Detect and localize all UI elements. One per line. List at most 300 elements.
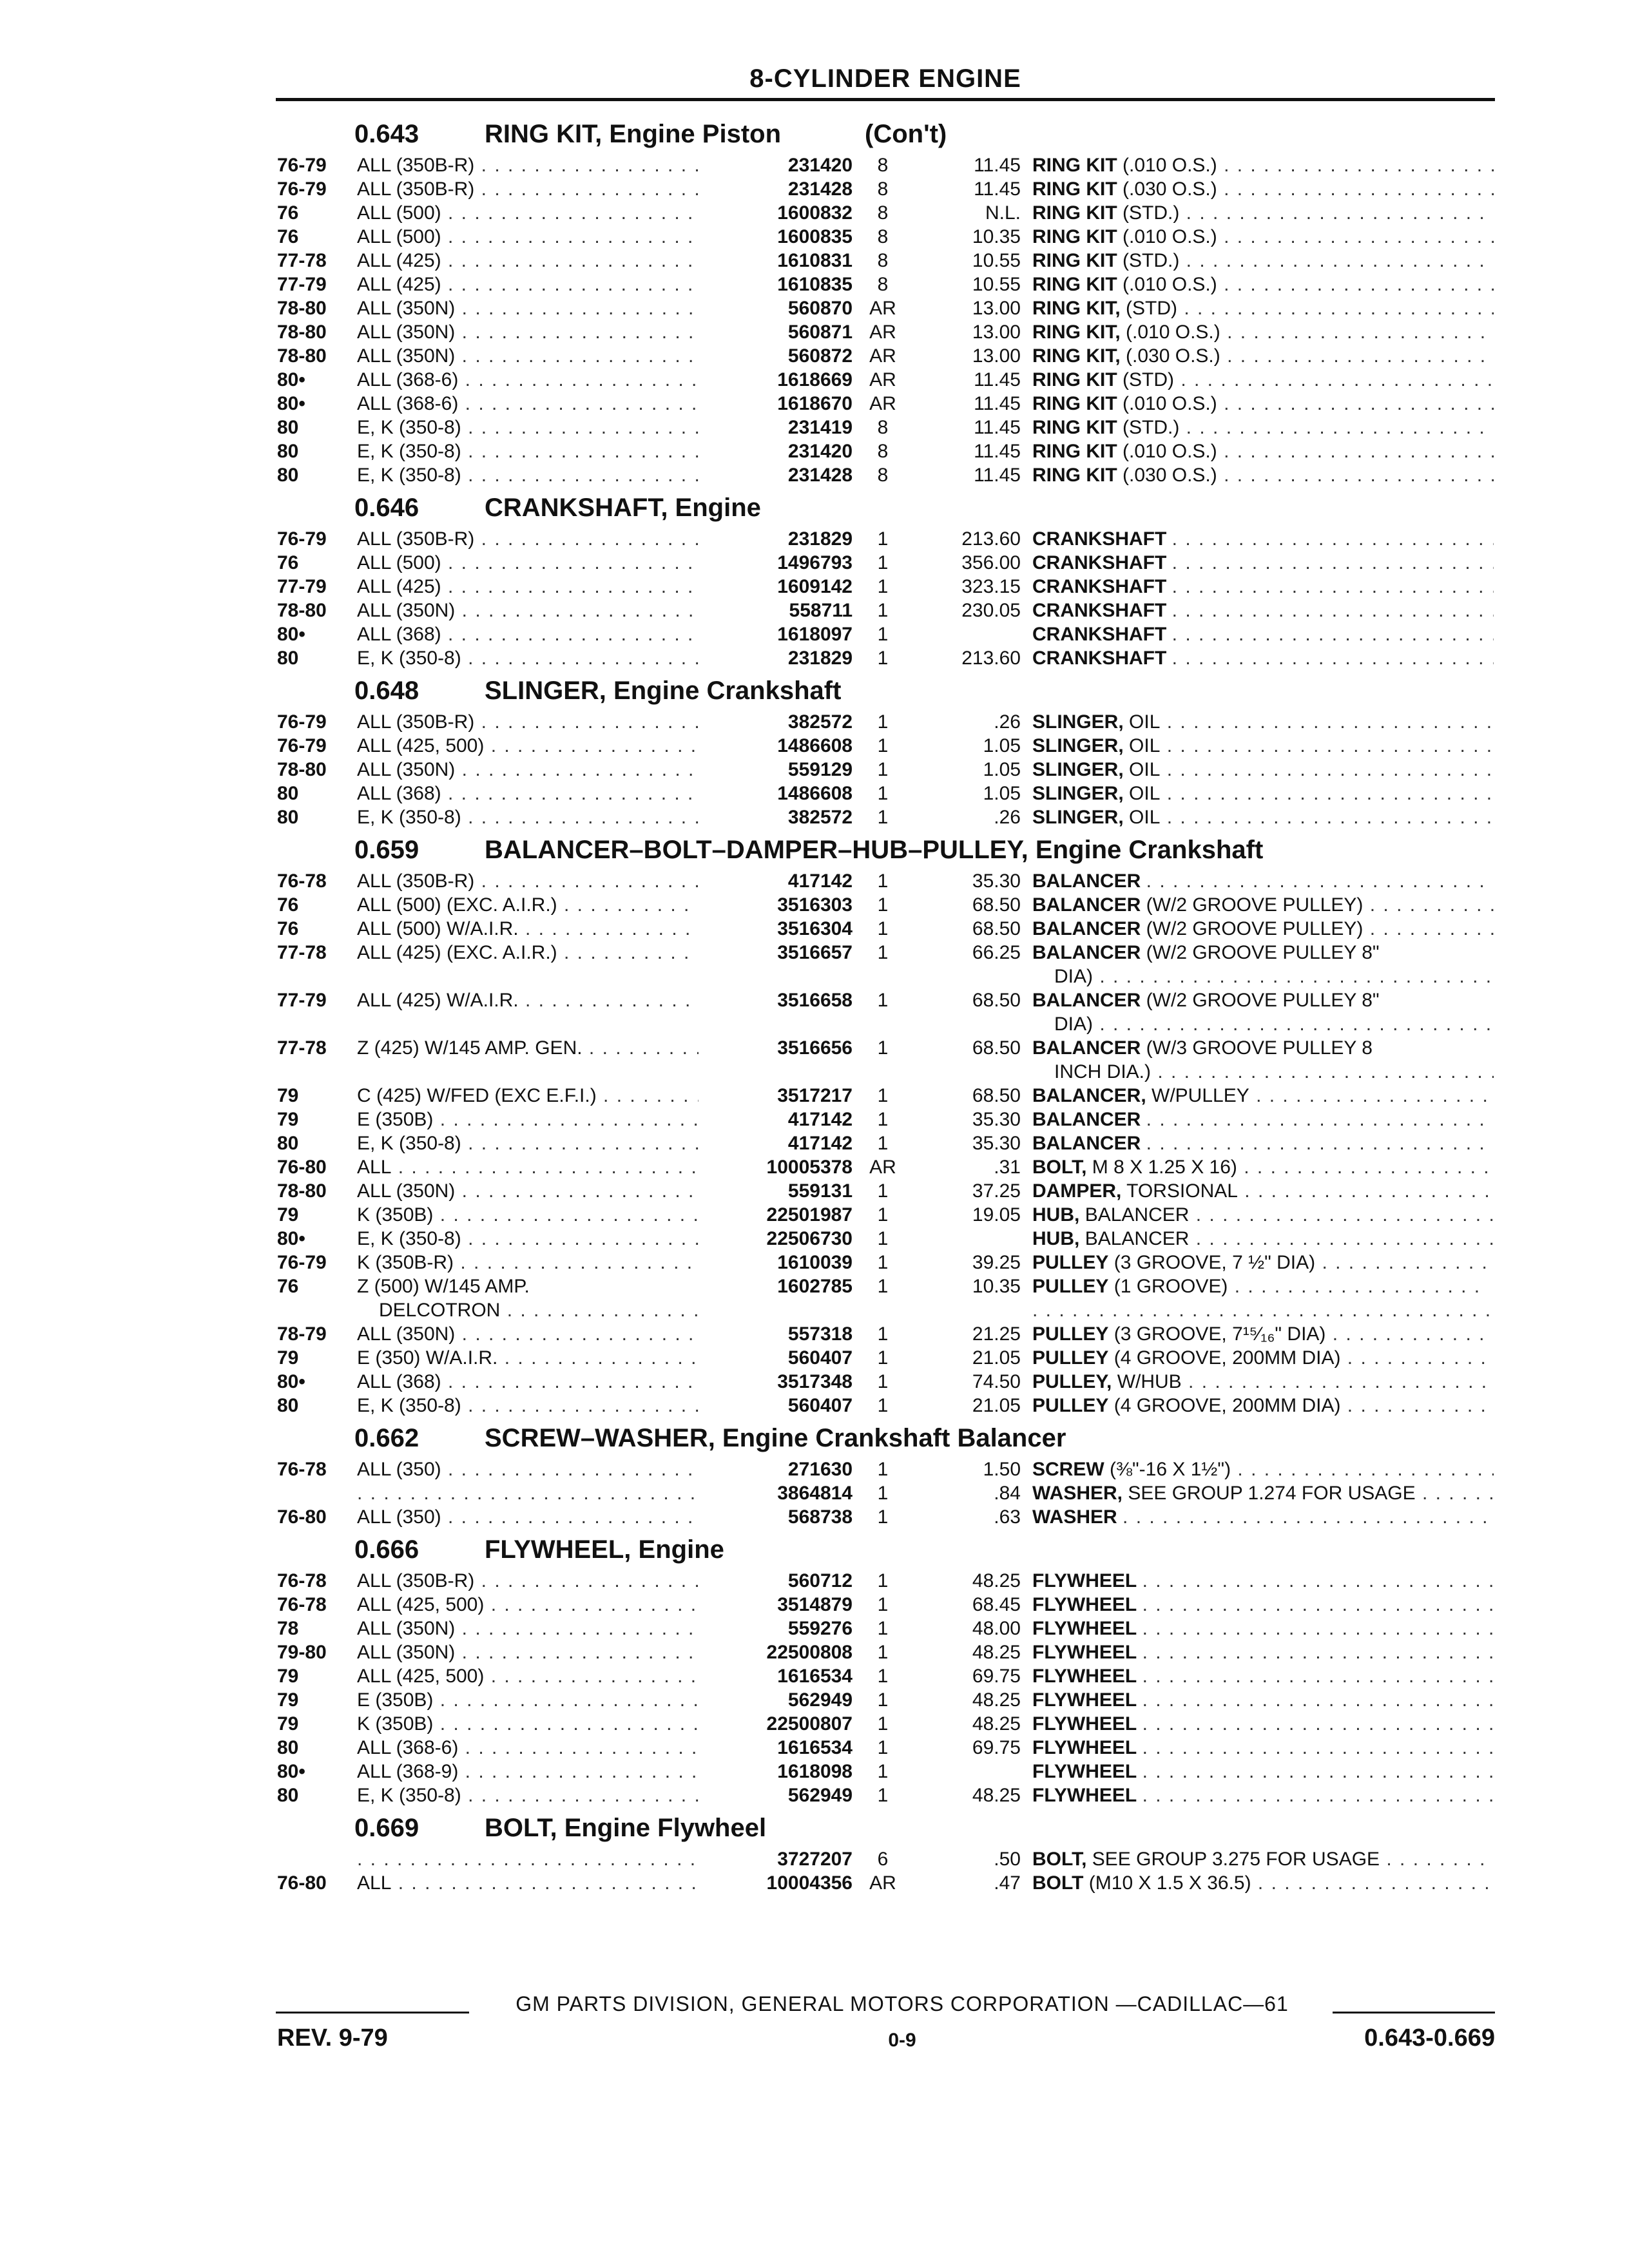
model-applicability: [357, 1346, 699, 1370]
part-row: [277, 273, 1495, 296]
part-number: 3516657: [777, 942, 853, 963]
footer-rule-left: [276, 2012, 469, 2013]
leader-dots: [455, 759, 699, 780]
quantity: 8: [877, 202, 889, 224]
part-row: [277, 1481, 1495, 1505]
part-row: [277, 1505, 1495, 1529]
leader-dots: [1217, 441, 1494, 462]
part-description: [1032, 1664, 1494, 1688]
model-year: 79: [277, 1085, 299, 1106]
part-number: 1609142: [777, 576, 853, 597]
model-applicability: [357, 551, 699, 575]
group-number: 0.662: [354, 1424, 419, 1452]
part-number: 560871: [787, 322, 853, 343]
list-price: 39.25: [972, 1252, 1021, 1273]
part-number: 1610831: [777, 250, 853, 271]
part-detail: (.010 O.S.): [1123, 155, 1217, 176]
leader-dots: [1174, 369, 1494, 390]
part-description: [1032, 1370, 1494, 1394]
part-number: 559129: [787, 759, 853, 780]
model-text: E (350B): [357, 1689, 434, 1711]
quantity: 1: [877, 759, 889, 780]
part-row: [277, 1569, 1495, 1593]
leader-dots: [1172, 528, 1494, 550]
part-description: [1032, 1179, 1494, 1203]
part-description: [1032, 1736, 1494, 1760]
part-name: FLYWHEEL: [1032, 1689, 1137, 1711]
model-year: 78-80: [277, 1180, 327, 1202]
quantity: 8: [877, 274, 889, 295]
part-number: 559276: [787, 1618, 853, 1639]
part-name: HUB,: [1032, 1228, 1080, 1249]
model-applicability: [357, 1179, 699, 1203]
model-year: 77-79: [277, 990, 327, 1011]
part-detail: (.030 O.S.): [1123, 178, 1217, 200]
leader-dots: [1142, 1785, 1494, 1806]
model-applicability: [357, 1394, 699, 1418]
list-price: 21.25: [972, 1323, 1021, 1345]
list-price: 230.05: [961, 600, 1021, 621]
list-price: 13.00: [972, 298, 1021, 319]
model-year: 78-80: [277, 298, 327, 319]
quantity: 8: [877, 465, 889, 486]
part-number: 1496793: [777, 552, 853, 573]
leader-dots: [1160, 711, 1494, 733]
quantity: 1: [877, 528, 889, 550]
part-description: [1032, 622, 1494, 646]
model-applicability: [357, 893, 699, 917]
leader-dots: [441, 226, 699, 247]
quantity: 1: [877, 942, 889, 963]
part-name: PULLEY: [1032, 1395, 1109, 1416]
quantity: 1: [877, 1689, 889, 1711]
part-detail: (STD): [1126, 298, 1177, 319]
list-price: .26: [994, 807, 1021, 828]
part-name: RING KIT,: [1032, 298, 1121, 319]
group-number: 0.669: [354, 1814, 419, 1842]
part-description: [1032, 225, 1494, 249]
part-row: [277, 392, 1495, 416]
model-applicability: [357, 1036, 699, 1060]
quantity: 1: [877, 1642, 889, 1663]
part-number: 560407: [787, 1395, 853, 1416]
quantity: 1: [877, 807, 889, 828]
part-number: 231420: [787, 155, 853, 176]
model-applicability: [357, 1370, 699, 1394]
part-description: [1032, 1227, 1494, 1251]
continued-label: (Con't): [865, 120, 947, 148]
part-name: SLINGER,: [1032, 759, 1124, 780]
revision-label: REV. 9-79: [277, 2024, 388, 2052]
part-number: 231420: [787, 441, 853, 462]
leader-dots: [433, 1713, 699, 1735]
part-name: BALANCER: [1032, 1037, 1141, 1059]
model-year: 76: [277, 918, 299, 939]
leader-dots: [454, 1252, 699, 1273]
quantity: 6: [877, 1849, 889, 1870]
leader-dots: [1123, 1506, 1494, 1528]
model-applicability: [357, 463, 699, 487]
leader-dots: [1231, 1459, 1494, 1480]
leader-dots: [455, 1180, 699, 1202]
part-name: BALANCER: [1032, 942, 1141, 963]
part-name: RING KIT: [1032, 226, 1117, 247]
model-text: C (425) W/FED (EXC E.F.I.): [357, 1085, 597, 1106]
model-year: 79-80: [277, 1642, 327, 1663]
leader-dots: [1416, 1483, 1494, 1504]
quantity: 1: [877, 624, 889, 645]
list-price: 48.25: [972, 1689, 1021, 1711]
part-row: [277, 1617, 1495, 1640]
part-number: 231419: [787, 417, 853, 438]
model-text: ALL (425, 500): [357, 1594, 485, 1615]
list-price: 68.50: [972, 918, 1021, 939]
part-number: 417142: [787, 870, 853, 892]
model-year: 76: [277, 202, 299, 224]
model-text: ALL (500): [357, 202, 441, 224]
part-detail: (.010 O.S.): [1123, 226, 1217, 247]
part-description: [1032, 1712, 1494, 1736]
part-number: 560712: [787, 1570, 853, 1591]
leader-dots: [1151, 1061, 1494, 1082]
model-text: E, K (350-8): [357, 465, 461, 486]
model-text: E, K (350-8): [357, 441, 461, 462]
leader-dots: [391, 1872, 699, 1894]
part-description: [1032, 758, 1494, 782]
quantity: 1: [877, 600, 889, 621]
model-text: E, K (350-8): [357, 1785, 461, 1806]
model-applicability: [357, 1084, 699, 1108]
part-name: FLYWHEEL: [1032, 1594, 1137, 1615]
part-description: [1032, 599, 1494, 622]
part-name: CRANKSHAFT: [1032, 552, 1167, 573]
model-year: 79: [277, 1713, 299, 1735]
part-detail: SEE GROUP 1.274 FOR USAGE: [1128, 1483, 1416, 1504]
model-text: ALL (350N): [357, 759, 456, 780]
model-text: ALL (368): [357, 624, 441, 645]
model-year: 80: [277, 417, 299, 438]
part-name: SLINGER,: [1032, 735, 1124, 756]
part-number: 1618098: [777, 1761, 853, 1782]
part-row: [277, 1736, 1495, 1760]
model-applicability: [357, 1871, 699, 1895]
list-price: 35.30: [972, 1133, 1021, 1154]
part-description: [1032, 1593, 1494, 1617]
quantity: 1: [877, 918, 889, 939]
parts-catalog: [277, 113, 1495, 1895]
quantity: 1: [877, 1276, 889, 1297]
group-title: BALANCER–BOLT–DAMPER–HUB–PULLEY, Engine Crankshaft: [485, 836, 1264, 864]
model-text: ALL (500): [357, 552, 441, 573]
part-number: 558711: [789, 600, 853, 621]
part-detail: (STD): [1123, 369, 1174, 390]
model-applicability: [357, 296, 699, 320]
part-name: CRANKSHAFT: [1032, 528, 1167, 550]
model-applicability: [357, 1322, 699, 1346]
quantity: 1: [877, 990, 889, 1011]
section-heading: [277, 113, 1495, 153]
quantity: 1: [877, 1594, 889, 1615]
part-name: WASHER: [1032, 1506, 1117, 1528]
part-description: [1032, 177, 1494, 201]
part-row: [277, 622, 1495, 646]
leader-dots: [1142, 1594, 1494, 1615]
model-applicability: [357, 758, 699, 782]
part-name: CRANKSHAFT: [1032, 624, 1167, 645]
quantity: 1: [877, 1323, 889, 1345]
part-detail: W/HUB: [1117, 1371, 1182, 1392]
leader-dots: [1363, 894, 1494, 916]
list-price: 68.45: [972, 1594, 1021, 1615]
model-applicability: [357, 1505, 699, 1529]
quantity: 1: [877, 1371, 889, 1392]
part-row: [277, 1593, 1495, 1617]
part-description: [1032, 734, 1494, 758]
part-row: [277, 710, 1495, 734]
part-row: [277, 320, 1495, 344]
quantity: 1: [877, 735, 889, 756]
part-name: BOLT,: [1032, 1157, 1087, 1178]
part-detail: (.010 O.S.): [1123, 393, 1217, 414]
list-price: 1.05: [983, 759, 1021, 780]
leader-dots: [458, 1761, 699, 1782]
model-applicability: [357, 368, 699, 392]
list-price: .84: [994, 1483, 1021, 1504]
group-title: BOLT, Engine Flywheel: [485, 1814, 767, 1842]
part-row: [277, 177, 1495, 201]
model-year: 77-78: [277, 250, 327, 271]
part-row: [277, 1155, 1495, 1179]
leader-dots: [474, 528, 699, 550]
model-year: 80•: [277, 624, 305, 645]
part-row: [277, 1036, 1495, 1084]
part-row: [277, 1640, 1495, 1664]
model-year: 76-79: [277, 155, 327, 176]
model-applicability: [357, 320, 699, 344]
quantity: AR: [869, 345, 896, 367]
model-applicability: [357, 201, 699, 225]
part-row: [277, 416, 1495, 439]
part-description: [1032, 646, 1494, 670]
part-number: 3517217: [777, 1085, 853, 1106]
model-text: ALL (425, 500): [357, 735, 485, 756]
leader-dots: [1249, 1085, 1494, 1106]
part-number: 22500808: [766, 1642, 853, 1663]
part-row: [277, 296, 1495, 320]
part-description: [1032, 1155, 1494, 1179]
part-description: [1032, 1783, 1494, 1807]
model-year: 76-80: [277, 1506, 327, 1528]
leader-dots: [461, 441, 699, 462]
model-year: 79: [277, 1109, 299, 1130]
leader-dots: [433, 1689, 699, 1711]
part-row: [277, 734, 1495, 758]
part-description: [1032, 368, 1494, 392]
model-text: ALL (368-6): [357, 369, 459, 390]
part-description: [1032, 153, 1494, 177]
quantity: 8: [877, 155, 889, 176]
part-number: 22506730: [766, 1228, 853, 1249]
model-applicability: [357, 1593, 699, 1617]
part-name: RING KIT: [1032, 250, 1117, 271]
model-year: 76-79: [277, 528, 327, 550]
part-description: [1032, 988, 1494, 1036]
list-price: 68.50: [972, 1085, 1021, 1106]
part-row: [277, 988, 1495, 1036]
model-year: 80: [277, 1785, 299, 1806]
list-price: 48.25: [972, 1785, 1021, 1806]
model-applicability: [357, 1847, 699, 1871]
leader-dots: [1160, 759, 1494, 780]
leader-dots: [1142, 1642, 1494, 1663]
part-number: 3517348: [777, 1371, 853, 1392]
part-description: [1032, 201, 1494, 225]
model-year: 76-79: [277, 735, 327, 756]
part-number: 22500807: [766, 1713, 853, 1735]
group-title: CRANKSHAFT, Engine: [485, 494, 761, 522]
model-text: E, K (350-8): [357, 417, 461, 438]
leader-dots: [1189, 1228, 1494, 1249]
leader-dots: [391, 1157, 699, 1178]
model-text: E, K (350-8): [357, 807, 461, 828]
model-year: 78-80: [277, 345, 327, 367]
part-row: [277, 1203, 1495, 1227]
quantity: 1: [877, 1395, 889, 1416]
leader-dots: [455, 1323, 699, 1345]
quantity: AR: [869, 393, 896, 414]
list-price: 35.30: [972, 1109, 1021, 1130]
model-year: 80•: [277, 393, 305, 414]
part-description: [1032, 273, 1494, 296]
part-row: [277, 1179, 1495, 1203]
part-row: [277, 249, 1495, 273]
list-price: 35.30: [972, 870, 1021, 892]
part-detail: BALANCER: [1084, 1228, 1190, 1249]
quantity: AR: [869, 322, 896, 343]
list-price: 323.15: [961, 576, 1021, 597]
section-heading: [277, 670, 1495, 710]
part-name: PULLEY: [1032, 1347, 1109, 1369]
part-number: 560870: [787, 298, 853, 319]
part-detail: OIL: [1129, 759, 1161, 780]
part-description: [1032, 1084, 1494, 1108]
part-description: [1032, 782, 1494, 805]
footer-rule-right: [1333, 2012, 1495, 2013]
part-name: BALANCER: [1032, 1133, 1141, 1154]
part-name: SLINGER,: [1032, 807, 1124, 828]
part-name: WASHER,: [1032, 1483, 1123, 1504]
list-price: 48.25: [972, 1642, 1021, 1663]
leader-dots: [474, 155, 699, 176]
model-applicability: [357, 1760, 699, 1783]
part-description: [1032, 941, 1494, 988]
model-text: ALL (350): [357, 1459, 441, 1480]
part-name: BOLT: [1032, 1872, 1084, 1894]
part-row: [277, 1783, 1495, 1807]
model-year: 76: [277, 894, 299, 916]
page-number: 0-9: [888, 2030, 916, 2051]
part-name: RING KIT: [1032, 178, 1117, 200]
list-price: 213.60: [961, 528, 1021, 550]
part-row: [277, 1108, 1495, 1131]
leader-dots: [1217, 178, 1494, 200]
leader-dots: [1238, 1180, 1494, 1202]
part-description: [1032, 320, 1494, 344]
model-applicability: [357, 1736, 699, 1760]
model-applicability: [357, 1688, 699, 1712]
model-applicability: [357, 1131, 699, 1155]
quantity: 1: [877, 1109, 889, 1130]
part-name: FLYWHEEL: [1032, 1785, 1137, 1806]
part-name: RING KIT: [1032, 202, 1117, 224]
part-name: RING KIT: [1032, 369, 1117, 390]
model-year: 78-80: [277, 322, 327, 343]
quantity: 8: [877, 441, 889, 462]
model-text: ALL (350B-R): [357, 1570, 475, 1591]
quantity: 8: [877, 250, 889, 271]
leader-dots: [1142, 1618, 1494, 1639]
model-year: 78-79: [277, 1323, 327, 1345]
part-name: RING KIT: [1032, 441, 1117, 462]
part-row: [277, 1457, 1495, 1481]
part-detail: OIL: [1129, 783, 1161, 804]
part-name: BALANCER: [1032, 990, 1141, 1011]
leader-dots: [1340, 1395, 1494, 1416]
part-row: [277, 225, 1495, 249]
leader-dots: [1237, 1157, 1494, 1178]
part-name: FLYWHEEL: [1032, 1570, 1137, 1591]
model-year: 80: [277, 1133, 299, 1154]
part-number: 1618097: [777, 624, 853, 645]
part-detail: SEE GROUP 3.275 FOR USAGE: [1092, 1849, 1380, 1870]
model-text: ALL (350N): [357, 600, 456, 621]
list-price: 11.45: [974, 441, 1021, 462]
part-detail-continued: [1032, 1012, 1494, 1036]
model-text: ALL (350N): [357, 345, 456, 367]
leader-dots: [461, 807, 699, 828]
model-year: 80: [277, 783, 299, 804]
leader-dots: [1217, 274, 1494, 295]
leader-dots: [455, 345, 699, 367]
model-applicability: [357, 1712, 699, 1736]
model-year: 80: [277, 1395, 299, 1416]
leader-dots: [458, 369, 699, 390]
model-applicability: [357, 153, 699, 177]
leader-dots: [455, 600, 699, 621]
quantity: AR: [869, 1872, 896, 1894]
quantity: 1: [877, 1713, 889, 1735]
part-row: [277, 782, 1495, 805]
group-number: 0.666: [354, 1535, 419, 1564]
part-detail-2: DIA): [1054, 1014, 1093, 1035]
list-price: 11.45: [974, 465, 1021, 486]
part-row: [277, 1346, 1495, 1370]
list-price: .26: [994, 711, 1021, 733]
model-applicability: [357, 869, 699, 893]
part-name: RING KIT,: [1032, 345, 1121, 367]
quantity: 1: [877, 1133, 889, 1154]
model-year: 80: [277, 441, 299, 462]
leader-dots: [461, 1133, 699, 1154]
model-applicability: [357, 1617, 699, 1640]
list-price: 1.05: [983, 735, 1021, 756]
part-description: [1032, 805, 1494, 829]
model-text: K (350B): [357, 1204, 434, 1225]
list-price: 356.00: [961, 552, 1021, 573]
quantity: 1: [877, 648, 889, 669]
model-year: 77-78: [277, 1037, 327, 1059]
leader-dots: [441, 783, 699, 804]
